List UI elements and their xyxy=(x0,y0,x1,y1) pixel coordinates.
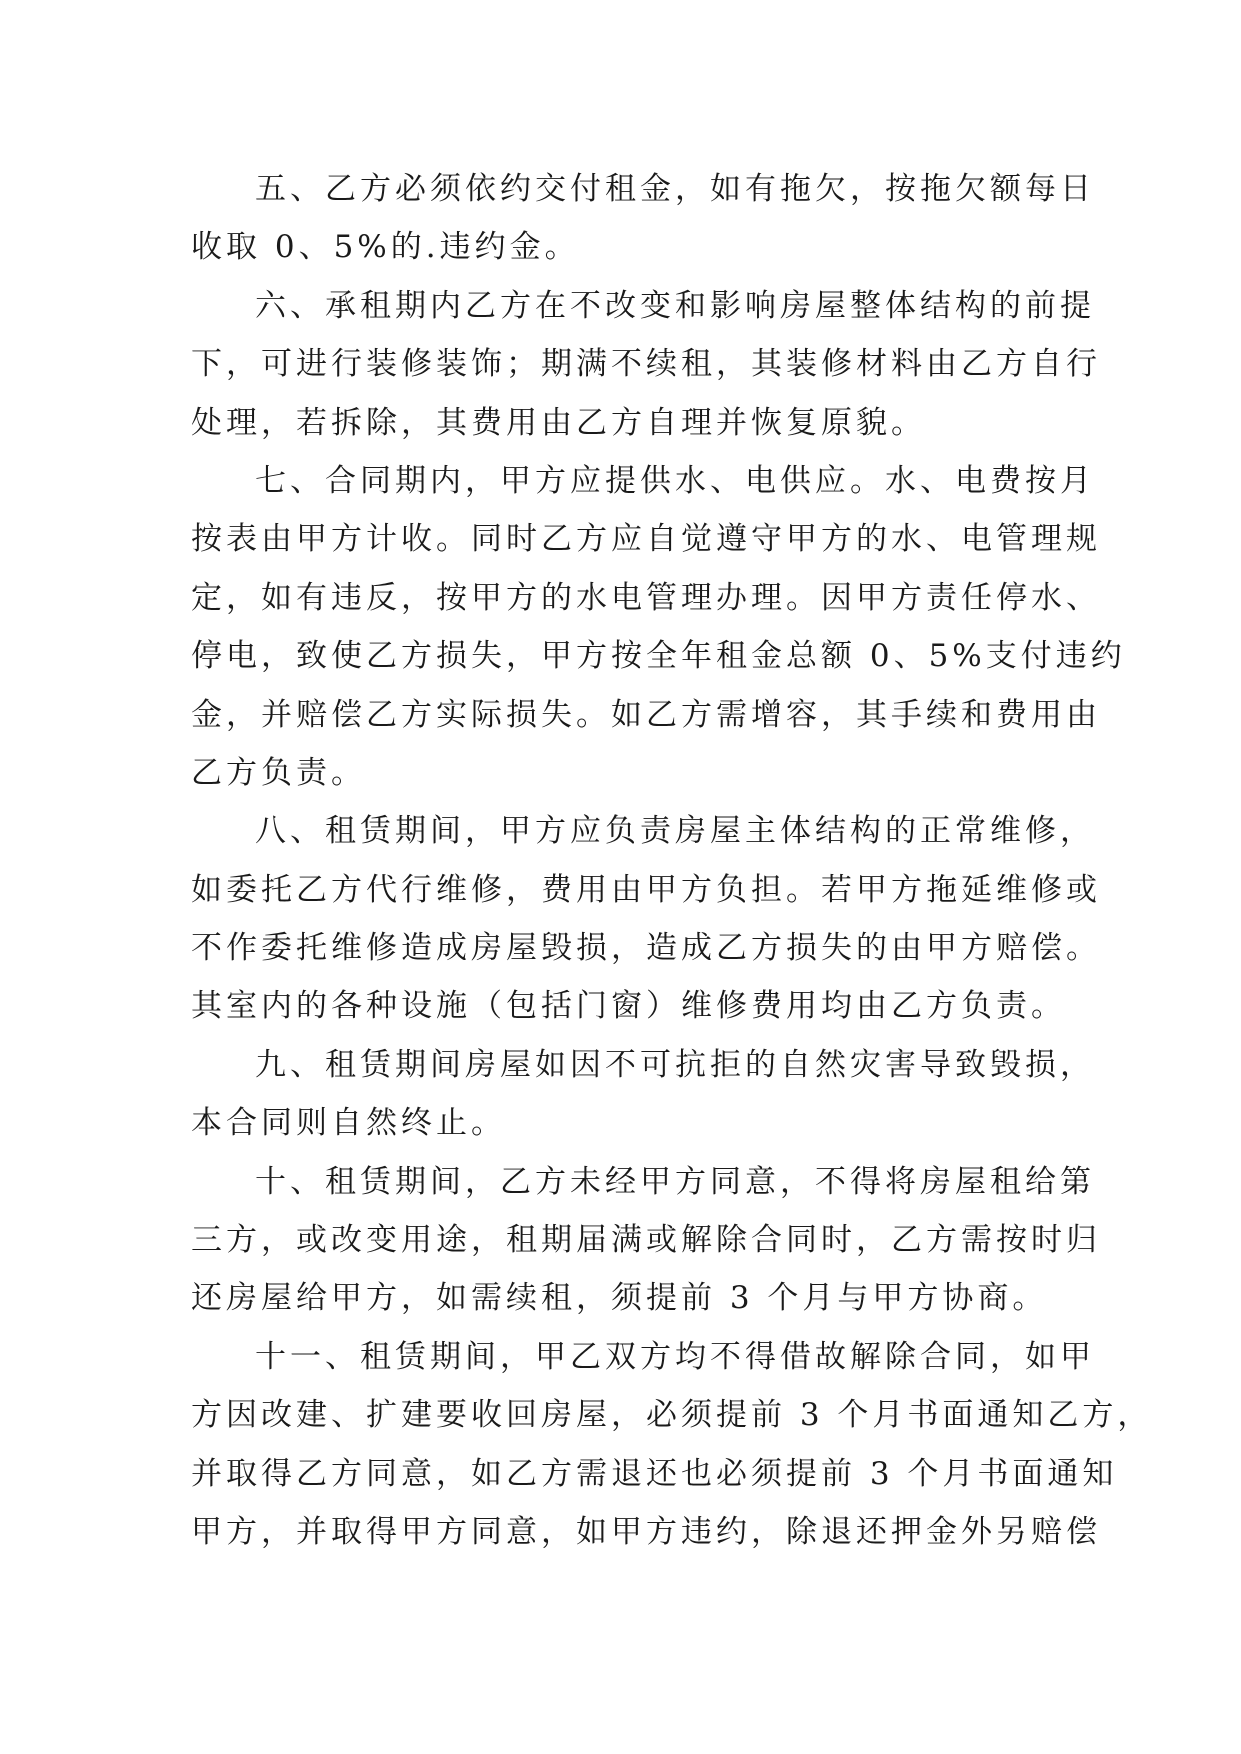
text-line: 并取得乙方同意，如乙方需退还也必须提前 3 个月书面通知 xyxy=(191,1455,1118,1492)
text-line: 十、租赁期间，乙方未经甲方同意，不得将房屋租给第 xyxy=(255,1163,1095,1200)
text-line: 七、合同期内，甲方应提供水、电供应。水、电费按月 xyxy=(255,462,1095,499)
text-line: 十一、租赁期间，甲乙双方均不得借故解除合同，如甲 xyxy=(255,1338,1095,1375)
text-line: 停电，致使乙方损失，甲方按全年租金总额 0、5%支付违约 xyxy=(191,638,1126,675)
text-line: 九、租赁期间房屋如因不可抗拒的自然灾害导致毁损， xyxy=(255,1046,1095,1083)
text-line: 还房屋给甲方，如需续租，须提前 3 个月与甲方协商。 xyxy=(191,1280,1048,1317)
text-line: 金，并赔偿乙方实际损失。如乙方需增容，其手续和费用由 xyxy=(191,696,1101,733)
text-line: 处理，若拆除，其费用由乙方自理并恢复原貌。 xyxy=(191,404,926,441)
text-line: 三方，或改变用途，租期届满或解除合同时，乙方需按时归 xyxy=(191,1222,1101,1259)
text-line: 按表由甲方计收。同时乙方应自觉遵守甲方的水、电管理规 xyxy=(191,521,1101,558)
text-line: 其室内的各种设施（包括门窗）维修费用均由乙方负责。 xyxy=(191,988,1066,1025)
text-line: 下，可进行装修装饰；期满不续租，其装修材料由乙方自行 xyxy=(191,346,1101,383)
text-line: 六、承租期内乙方在不改变和影响房屋整体结构的前提 xyxy=(255,287,1095,324)
text-line: 乙方负责。 xyxy=(191,754,366,791)
text-line: 本合同则自然终止。 xyxy=(191,1105,506,1142)
text-line: 不作委托维修造成房屋毁损，造成乙方损失的由甲方赔偿。 xyxy=(191,930,1101,967)
text-line: 定，如有违反，按甲方的水电管理办理。因甲方责任停水、 xyxy=(191,579,1101,616)
text-line: 收取 0、5%的.违约金。 xyxy=(191,229,580,266)
text-line: 五、乙方必须依约交付租金，如有拖欠，按拖欠额每日 xyxy=(255,171,1095,207)
text-line: 甲方，并取得甲方同意，如甲方违约，除退还押金外另赔偿 xyxy=(191,1513,1101,1550)
text-line: 方因改建、扩建要收回房屋，必须提前 3 个月书面通知乙方， xyxy=(191,1397,1153,1434)
contract-body xyxy=(191,160,1153,1561)
text-line: 八、租赁期间，甲方应负责房屋主体结构的正常维修， xyxy=(255,813,1095,850)
text-line: 如委托乙方代行维修，费用由甲方负担。若甲方拖延维修或 xyxy=(191,871,1101,908)
